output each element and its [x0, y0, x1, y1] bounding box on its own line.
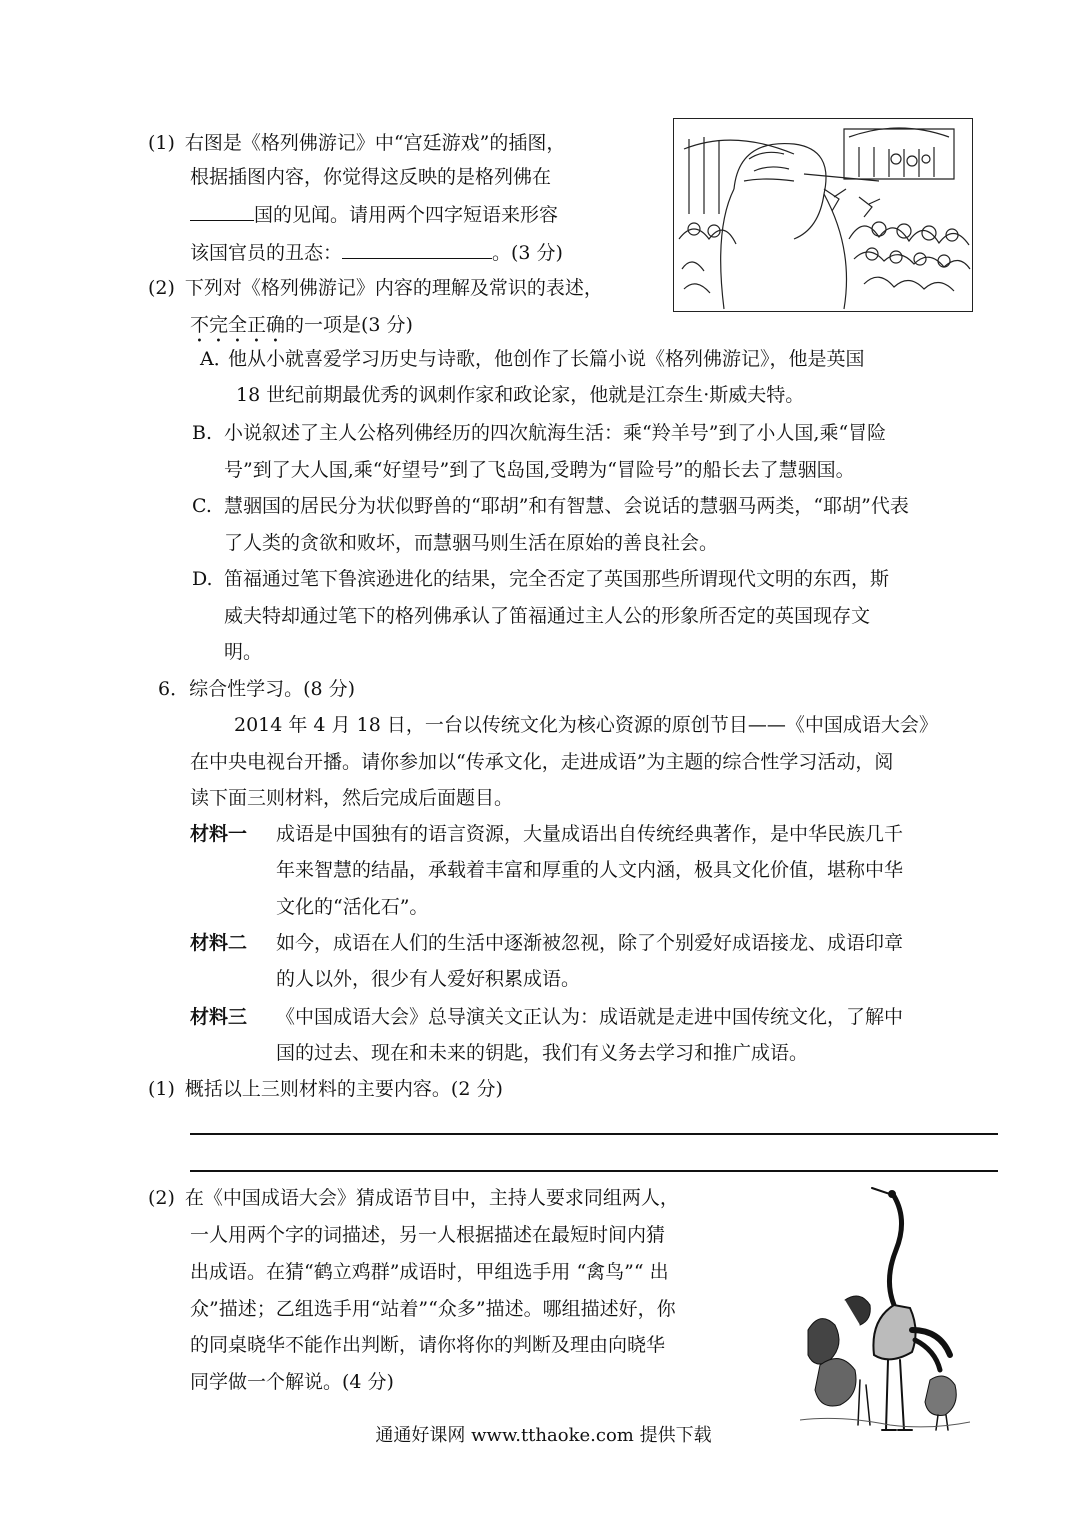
- material-1-line2: 年来智慧的结晶，承载着丰富和厚重的人文内涵，极具文化价值，堪称中华: [276, 859, 904, 881]
- q5-sub1-line3: 国的见闻。请用两个四字短语来形容: [190, 202, 558, 227]
- q6-sub2-line1: (2) 在《中国成语大会》猜成语节目中，主持人要求同组两人，: [148, 1187, 679, 1209]
- option-d-line1: D. 笛福通过笔下鲁滨逊进化的结果，完全否定了英国那些所谓现代文明的东西，斯: [192, 568, 890, 590]
- q6-sub2-line3: 出成语。在猜“鹤立鸡群”成语时，甲组选手用 “禽鸟”“ 出: [190, 1261, 669, 1283]
- option-b-line1: B. 小说叙述了主人公格列佛经历的四次航海生活：乘“羚羊号”到了小人国,乘“冒险: [192, 422, 887, 444]
- q6-sub2-number: (2): [148, 1187, 175, 1209]
- q6-sub2-line6: 同学做一个解说。(4 分): [190, 1371, 394, 1393]
- option-a-label: A．: [200, 348, 233, 370]
- option-d-line3: 明。: [224, 641, 263, 663]
- q5-sub1-line4: 该国官员的丑态： 。(3 分): [190, 242, 563, 264]
- material-2-line1: 如今，成语在人们的生活中逐渐被忽视，除了个别爱好成语接龙、成语印章: [276, 932, 904, 954]
- q6-sub2-line5: 的同桌晓华不能作出判断，请你将你的判断及理由向晓华: [190, 1334, 666, 1356]
- q6-sub1-number: (1): [148, 1078, 175, 1100]
- q5-sub2-line1: (2) 下列对《格列佛游记》内容的理解及常识的表述，: [148, 277, 603, 299]
- material-2-line2: 的人以外，很少有人爱好积累成语。: [276, 968, 581, 990]
- crane-ink-painting: [800, 1180, 970, 1435]
- q6-sub2-line4: 众”描述；乙组选手用“站着”“众多”描述。哪组描述好，你: [190, 1298, 676, 1320]
- footer-source: 通通好课网 www.tthaoke.com 提供下载: [375, 1425, 712, 1446]
- court-game-sketch: [674, 119, 972, 311]
- material-3-line1: 《中国成语大会》总导演关文正认为：成语就是走进中国传统文化，了解中: [276, 1006, 904, 1028]
- answer-line-1[interactable]: [190, 1133, 998, 1135]
- material-2-label: 材料二: [190, 932, 248, 954]
- emphasis-not-fully-correct: 不完全正确: [190, 314, 286, 336]
- option-d-label: D.: [192, 568, 213, 590]
- answer-blank-phrases[interactable]: [342, 240, 492, 259]
- option-b-line2: 号”到了大人国,乘“好望号”到了飞岛国,受聘为“冒险号”的船长去了慧骃国。: [224, 459, 855, 481]
- q5-sub2-number: (2): [148, 277, 175, 299]
- material-1-line3: 文化的“活化石”。: [276, 896, 429, 918]
- material-3-line2: 国的过去、现在和未来的钥匙，我们有义务去学习和推广成语。: [276, 1042, 809, 1064]
- q5-sub1-line1: (1) 右图是《格列佛游记》中“宫廷游戏”的插图，: [148, 132, 566, 154]
- q6-intro-line3: 读下面三则材料，然后完成后面题目。: [190, 787, 514, 809]
- q6-sub2-line2: 一人用两个字的词描述，另一人根据描述在最短时间内猜: [190, 1224, 666, 1246]
- option-b-label: B.: [192, 422, 213, 444]
- q6-intro-line1: 2014 年 4 月 18 日，一台以传统文化为核心资源的原创节目——《中国成语大会》: [234, 714, 938, 736]
- option-a-line1: A．他从小就喜爱学习历史与诗歌，他创作了长篇小说《格列佛游记》，他是英国: [200, 348, 865, 370]
- q5-sub2-line2: 不完全正确的一项是(3 分): [190, 314, 413, 336]
- material-1-label: 材料一: [190, 823, 248, 845]
- answer-line-2[interactable]: [190, 1170, 998, 1172]
- q6-sub1: (1) 概括以上三则材料的主要内容。(2 分): [148, 1078, 503, 1100]
- option-c-line1: C. 慧骃国的居民分为状似野兽的“耶胡”和有智慧、会说话的慧骃马两类，“耶胡”代表: [192, 495, 909, 517]
- q6-intro-line2: 在中央电视台开播。请你参加以“传承文化，走进成语”为主题的综合性学习活动，阅: [190, 751, 894, 773]
- option-d-line2: 威夫特却通过笔下的格列佛承认了笛福通过主人公的形象所否定的英国现存文: [224, 605, 871, 627]
- material-3-label: 材料三: [190, 1006, 248, 1028]
- option-c-label: C.: [192, 495, 212, 517]
- q5-sub1-line2: 根据插图内容，你觉得这反映的是格列佛在: [190, 166, 552, 188]
- material-1-line1: 成语是中国独有的语言资源，大量成语出自传统经典著作，是中华民族几千: [276, 823, 904, 845]
- option-c-line2: 了人类的贪欲和败坏，而慧骃马则生活在原始的善良社会。: [224, 532, 719, 554]
- answer-blank-country[interactable]: [190, 202, 254, 221]
- q6-title: 6．综合性学习。(8 分): [158, 678, 356, 700]
- option-a-line2: 18 世纪前期最优秀的讽刺作家和政论家，他就是江奈生·斯威夫特。: [236, 384, 805, 406]
- crane-sketch: [800, 1180, 970, 1435]
- court-game-illustration: [673, 118, 973, 312]
- q5-sub1-number: (1): [148, 132, 175, 154]
